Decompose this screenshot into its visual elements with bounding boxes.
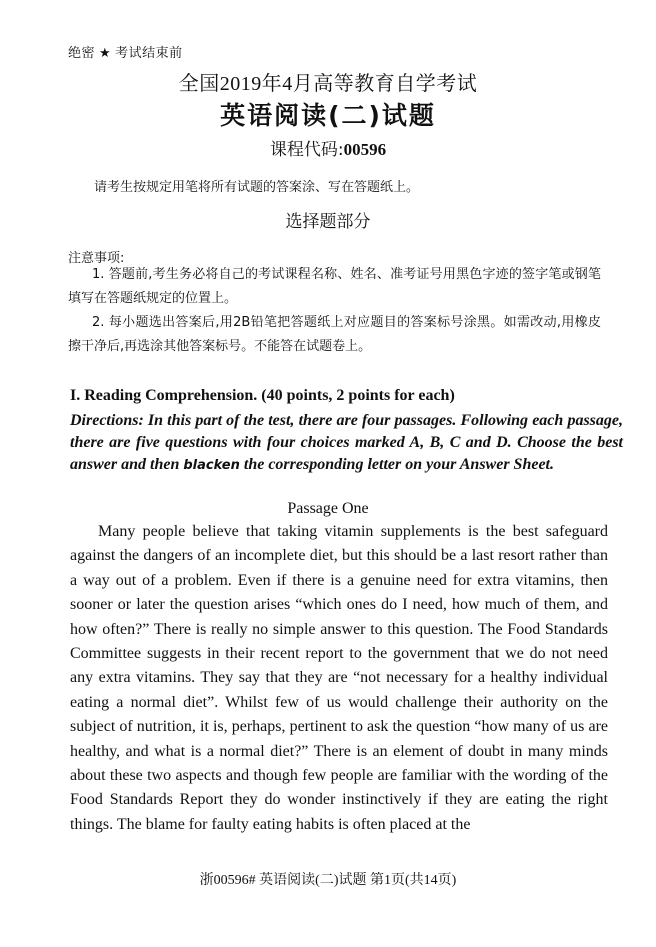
passage-title: Passage One xyxy=(287,500,369,517)
course-code-label: 课程代码: xyxy=(269,140,344,160)
part-heading: I. Reading Comprehension. (40 points, 2 points for each) xyxy=(70,387,455,404)
directions-text: Directions: In this part of the test, there are four passages. Following each passage, there are five questions with four choices marked A, B, C and D. Choose the best answer and then xyxy=(70,412,623,473)
directions xyxy=(70,410,623,477)
directions-emphasis: blacken xyxy=(183,458,240,473)
note-item: 1. 答题前,考生务必将自己的考试课程名称、姓名、准考证号用黑色字迹的签字笔或钢笔填写在答题纸规定的位置上。 xyxy=(68,267,601,306)
exam-title: 全国2019年4月高等教育自学考试 xyxy=(178,73,478,95)
section-title: 选择题部分 xyxy=(285,212,371,232)
answer-instruction: 请考生按规定用笔将所有试题的答案涂、写在答题纸上。 xyxy=(94,180,420,195)
directions-text-end: the corresponding letter on your Answer Sheet. xyxy=(239,456,554,473)
passage-text: Many people believe that taking vitamin supplements is the best safeguard against the dangers of an incomplete diet, but this should be a last resort rather than a way out of a problem. Even if there is a genuine need for extra vitamins, then sooner or later the question arises “which ones do I need, how much of them, and how often?” There is really no simple answer to this question. The Food Standards Committee suggests in their recent report to the government that we do not need any extra vitamins. They say that they are “not necessary for a healthy individual eating a normal diet”. Whilst few of us would challenge their authority on the subject of nutrition, it is, perhaps, pertinent to ask the question “how many of us are healthy, and what is a normal diet?” There is an element of doubt in many minds about these two aspects and though few people are familiar with the wording of the Food Standards Report they do wonder instinctively if they are eating the right things. The blame for faulty eating habits is often placed at the xyxy=(70,523,608,833)
notes-label: 注意事项: xyxy=(68,251,125,266)
star-icon: ★ xyxy=(99,46,112,61)
note-item: 2. 每小题选出答案后,用2B铅笔把答题纸上对应题目的答案标号涂黑。如需改动,用橡皮擦干净后,再选涂其他答案标号。不能答在试题卷上。 xyxy=(68,315,601,354)
page-footer: 浙00596# 英语阅读(二)试题 第1页(共14页) xyxy=(199,873,457,888)
confidential-note: 考试结束前 xyxy=(115,46,183,61)
confidential-marker xyxy=(68,42,183,61)
course-code-value: 00596 xyxy=(343,140,387,159)
course-code xyxy=(0,135,656,160)
confidential-label: 绝密 xyxy=(68,46,96,61)
paper-title: 英语阅读(二)试题 xyxy=(220,101,436,130)
